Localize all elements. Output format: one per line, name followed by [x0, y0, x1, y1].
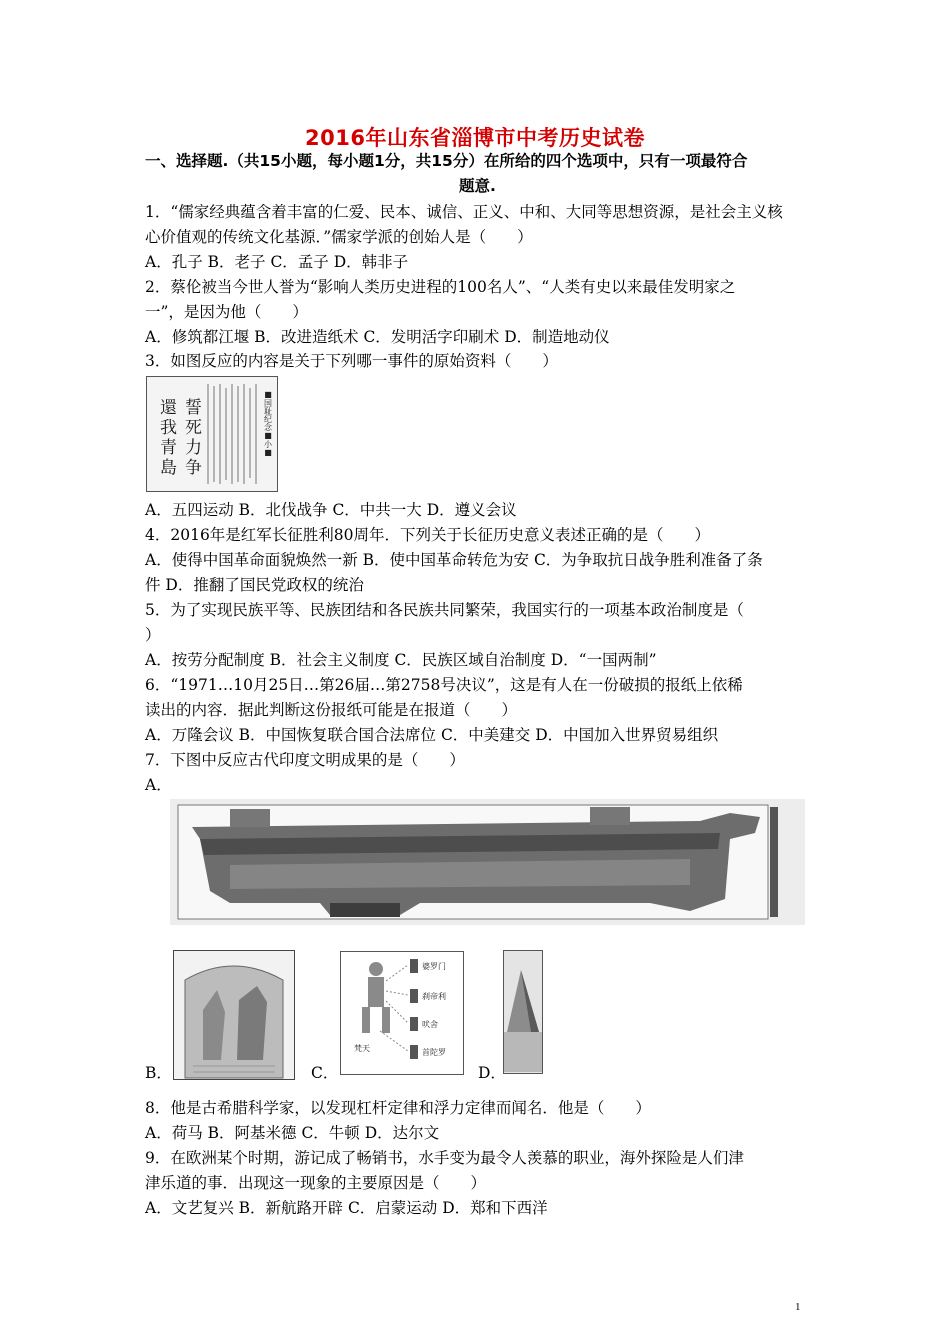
q7-option-b-label: B．	[145, 1064, 172, 1082]
q1-stem-line-1: 1．“儒家经典蕴含着丰富的仁爱、民本、诚信、正义、中和、大同等思想资源，是社会主义核	[145, 203, 783, 221]
q7-option-d-label: D．	[478, 1064, 506, 1082]
q3-options: A．五四运动 B．北伐战争 C．中共一大 D．遵义会议	[145, 501, 517, 519]
q7-option-b-image-stone-stele	[173, 950, 295, 1080]
q4-options-line-1: A．使得中国革命面貌焕然一新 B．使中国革命转危为安 C．为争取抗日战争胜利准备了条	[145, 551, 763, 569]
q5-stem-line-2: ）	[145, 626, 161, 644]
q7-option-a-label: A．	[145, 776, 172, 794]
q7-caste-label-2: 刹帝利	[422, 992, 446, 1001]
q1-options: A．孔子 B．老子 C．孟子 D．韩非子	[145, 253, 409, 271]
q7-stem: 7．下图中反应古代印度文明成果的是（ ）	[145, 751, 465, 769]
q7-caste-god-label: 梵天	[354, 1044, 370, 1053]
q1-stem-line-2: 心价值观的传统文化基源．”儒家学派的创始人是（ ）	[145, 228, 533, 246]
q2-options: A．修筑都江堰 B．改进造纸术 C．发明活字印刷术 D．制造地动仪	[145, 328, 610, 346]
q7-option-c-image-caste-diagram	[340, 951, 464, 1075]
q9-options: A．文艺复兴 B．新航路开辟 C．启蒙运动 D．郑和下西洋	[145, 1199, 548, 1217]
q3-image-col2: 還我青島	[156, 398, 176, 478]
section-heading	[145, 149, 810, 199]
q9-stem-line-2: 津乐道的事．出现这一现象的主要原因是（ ）	[145, 1174, 487, 1192]
q6-stem-line-2: 读出的内容．据此判断这份报纸可能是在报道（ ）	[145, 701, 518, 719]
q7-option-a-image-bronze-vessel	[170, 799, 805, 925]
q5-stem-line-1: 5．为了实现民族平等、民族团结和各民族共同繁荣，我国实行的一项基本政治制度是（	[145, 601, 744, 619]
q7-caste-label-1: 婆罗门	[422, 962, 446, 971]
q3-image-col1: 誓死力争	[181, 398, 201, 478]
section-heading-line-1: 一、选择题.（共15小题，每小题1分，共15分）在所给的四个选项中，只有一项最符合	[145, 152, 748, 170]
page-title: 2016年山东省淄博市中考历史试卷	[305, 126, 645, 150]
q7-caste-label-4: 首陀罗	[422, 1048, 446, 1057]
q3-newspaper-image	[146, 376, 278, 492]
section-heading-line-2: 题意.	[459, 177, 496, 195]
q8-stem: 8．他是古希腊科学家，以发现杠杆定律和浮力定律而闻名．他是（ ）	[145, 1099, 651, 1117]
q6-options: A．万隆会议 B．中国恢复联合国合法席位 C．中美建交 D．中国加入世界贸易组织	[145, 726, 719, 744]
q7-caste-label-3: 吠舍	[422, 1020, 438, 1029]
q5-options: A．按劳分配制度 B．社会主义制度 C．民族区域自治制度 D．“一国两制”	[145, 651, 657, 669]
q7-option-d-image-pyramid	[503, 950, 543, 1074]
q9-stem-line-1: 9．在欧洲某个时期，游记成了畅销书，水手变为最令人羡慕的职业，海外探险是人们津	[145, 1149, 744, 1167]
q3-stem: 3．如图反应的内容是关于下列哪一事件的原始资料（ ）	[145, 352, 558, 370]
q4-options-line-2: 件 D．推翻了国民党政权的统治	[145, 576, 364, 594]
q6-stem-line-1: 6．“1971…10月25日…第26届…第2758号决议”，这是有人在一份破损的报纸上依稀	[145, 676, 743, 694]
page-number: 1	[795, 1301, 801, 1313]
q4-stem: 4．2016年是红军长征胜利80周年．下列关于长征历史意义表述正确的是（ ）	[145, 526, 711, 544]
q2-stem-line-1: 2．蔡伦被当今世人誉为“影响人类历史进程的100名人”、“人类有史以来最佳发明家之	[145, 278, 736, 296]
q8-options: A．荷马 B．阿基米德 C．牛顿 D．达尔文	[145, 1124, 440, 1142]
q2-stem-line-2: 一”，是因为他（ ）	[145, 303, 308, 321]
q3-image-side-heading: ■国耻纪念■小■	[263, 390, 273, 457]
q7-option-c-label: C．	[311, 1064, 339, 1082]
